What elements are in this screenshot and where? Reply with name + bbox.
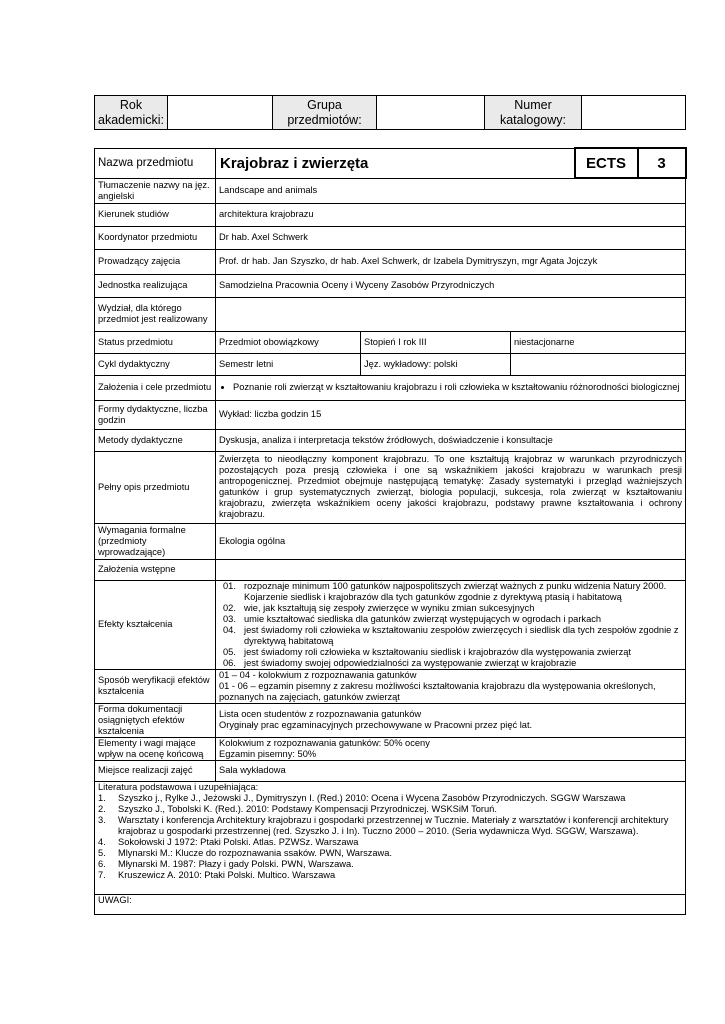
course-name-label: Nazwa przedmiotu [95, 148, 216, 178]
forma-dokumentacji-label: Forma dokumentacji osiągniętych efektów kształcenia [95, 703, 216, 737]
ects-label: ECTS [575, 148, 638, 178]
efekt-item: 02. wie, jak kształtują się zespoły zwierzęce w wyniku zmian sukcesyjnych [223, 602, 535, 613]
efekt-item: 04. jest świadomy roli człowieka w kształtowaniu zespołów zwierzęcych i siedlisk dla tych zespołów zgodnie z dyrektywą habitatową [223, 624, 679, 646]
literatura-cell [95, 781, 686, 894]
forma-dokumentacji-value [216, 703, 686, 737]
numer-katalogowy-label: Numer katalogowy: [485, 96, 582, 130]
literatura-item: 2. Szyszko J., Tobolski K. (Red.). 2010: Podstawy Kompensacji Przyrodniczej. WSKSiM Toruń. [98, 803, 497, 814]
efekt-item: 05. jest świadomy roli człowieka w kształtowaniu siedlisk i krajobrazów dla występowania zwierząt [223, 646, 632, 657]
literatura-label: Literatura podstawowa i uzupełniająca: [98, 781, 259, 792]
rok-akademicki-field [168, 96, 273, 130]
translation-label: Tłumaczenie nazwy na jęz. angielski [95, 178, 216, 203]
forma-studiow-value: niestacjonarne [511, 331, 686, 353]
opis-value: Zwierzęta to nieodłączny komponent krajobrazu. To one kształtują krajobraz w warunkach przyrodniczych pozostających poza presją człowieka i one są wskaźnikiem jakości krajobrazu w warunkach presji antropogenicznej. Przedmiot obejmuje następującą tematykę: Zasady systematyki i przegląd ważniejszych gatunków i grup systematycznych zwierząt, biologia populacji, sukcesja, rola zwierząt w kształtowaniu krajobrazu, zwierzęta wskaźnikiem oceny jakości krajobrazu, podstawy prawne kształtowania i ochrony krajobrazu. [216, 451, 686, 523]
forma-dok-line: Oryginały prac egzaminacyjnych przechowywane w Pracowni przez pięć lat. [219, 720, 533, 730]
efekt-item: 03. umie kształtować siedliska dla gatunków zwierząt występujących w ogrodach i parkach [223, 613, 602, 624]
cykl-value: Semestr letni [216, 353, 361, 375]
numer-katalogowy-field [582, 96, 686, 130]
status-value: Przedmiot obowiązkowy [216, 331, 361, 353]
zalozenia-wstepne-value [216, 559, 686, 580]
sposob-label: Sposób weryfikacji efektów kształcenia [95, 669, 216, 703]
elementy-value [216, 737, 686, 760]
zalozenia-value [216, 375, 686, 400]
course-card-table [94, 147, 687, 915]
jednostka-value: Samodzielna Pracownia Oceny i Wyceny Zasobów Przyrodniczych [216, 274, 686, 297]
course-name-value: Krajobraz i zwierzęta [216, 148, 575, 178]
literatura-item: 4. Sokołowski J 1972: Ptaki Polski. Atlas. PZWSz. Warszawa [98, 836, 359, 847]
metody-label: Metody dydaktyczne [95, 429, 216, 451]
literatura-item: 7. Kruszewicz A. 2010: Ptaki Polski. Multico. Warszawa [98, 869, 336, 880]
uwagi-label: UWAGI: [98, 894, 132, 905]
cykl-label: Cykl dydaktyczny [95, 353, 216, 375]
literatura-item: 5. Mlynarski M.: Klucze do rozpoznawania ssaków. PWN, Warszawa. [98, 847, 393, 858]
ects-value: 3 [638, 148, 686, 178]
miejsce-label: Miejsce realizacji zajęć [95, 760, 216, 781]
translation-value: Landscape and animals [216, 178, 686, 203]
grupa-przedmiotow-label: Grupa przedmiotów: [273, 96, 377, 130]
grupa-przedmiotow-field [377, 96, 485, 130]
elementy-label: Elementy i wagi mające wpływ na ocenę końcową [95, 737, 216, 760]
elementy-line: Kolokwium z rozpoznawania gatunków: 50% oceny [219, 737, 430, 748]
literatura-item: 1. Szyszko j., Rylke J., Jeżowski J., Dymitryszyn I. (Red.) 2010: Ocena i Wycena Zasobów Przyrodniczych. SGGW Warszawa [98, 792, 626, 803]
koordynator-value: Dr hab. Axel Schwerk [216, 226, 686, 249]
literatura-item: 3. Warsztaty i konferencja Architektury krajobrazu i gospodarki przestrzennej w Tucznie. Materiały z warsztatów i konferencji architektury krajobraz u gospodarki przestrzennej (red. Szyszko J. i In). Tuczno 2000 – 2010. (Seria wydawnicza Wyd. SGGW, Warszawa). [98, 814, 669, 836]
stopien-value: Stopień I rok III [361, 331, 511, 353]
header-table [94, 95, 686, 130]
status-label: Status przedmiotu [95, 331, 216, 353]
formy-value: Wykład: liczba godzin 15 [216, 400, 686, 429]
metody-value: Dyskusja, analiza i interpretacja tekstów źródłowych, doświadczenie i konsultacje [216, 429, 686, 451]
koordynator-label: Koordynator przedmiotu [95, 226, 216, 249]
zalozenia-label: Założenia i cele przedmiotu [95, 375, 216, 400]
zalozenia-bullet: • Poznanie roli zwierząt w kształtowaniu krajobrazu i roli człowieka w kształtowaniu różnorodności biologicznej [233, 382, 682, 393]
formy-label: Formy dydaktyczne, liczba godzin [95, 400, 216, 429]
wymagania-label: Wymagania formalne (przedmioty wprowadzające) [95, 523, 216, 559]
sposob-line: 01 – 04 - kolokwium z rozpoznawania gatunków [219, 669, 417, 680]
kierunek-value: architektura krajobrazu [216, 203, 686, 226]
jednostka-label: Jednostka realizująca [95, 274, 216, 297]
sposob-line: 01 - 06 – egzamin pisemny z zakresu możliwości kształtowania krajobrazu dla występowania określonych, poznanych na zajęciach, gatunków zwierząt [219, 680, 656, 702]
kierunek-label: Kierunek studiów [95, 203, 216, 226]
wydzial-value [216, 297, 686, 331]
prowadzacy-value: Prof. dr hab. Jan Szyszko, dr hab. Axel Schwerk, dr Izabela Dymitryszyn, mgr Agata Jojczyk [216, 249, 686, 274]
literatura-item: 6. Młynarski M. 1987: Płazy i gady Polski. PWN, Warszawa. [98, 858, 354, 869]
opis-label: Pełny opis przedmiotu [95, 451, 216, 523]
elementy-line: Egzamin pisemny: 50% [219, 748, 317, 759]
sposob-value [216, 669, 686, 703]
wymagania-value: Ekologia ogólna [216, 523, 686, 559]
prowadzacy-label: Prowadzący zajęcia [95, 249, 216, 274]
efekt-item: 01. rozpoznaje minimum 100 gatunków najpospolitszych zwierząt ważnych z punku widzenia Natury 2000. Kojarzenie siedlisk i krajobrazów dla tych gatunków zgodnie z dyrektywą ptasią i habitatową [223, 580, 667, 602]
zalozenia-wstepne-label: Założenia wstępne [95, 559, 216, 580]
rok-akademicki-label: Rok akademicki: [95, 96, 168, 130]
miejsce-value: Sala wykładowa [216, 760, 686, 781]
cykl-empty [511, 353, 686, 375]
efekty-value [216, 580, 686, 669]
jezyk-value: Jęz. wykładowy: polski [361, 353, 511, 375]
efekty-label: Efekty kształcenia [95, 580, 216, 669]
uwagi-cell [95, 894, 686, 914]
wydzial-label: Wydział, dla którego przedmiot jest realizowany [95, 297, 216, 331]
efekt-item: 06. jest świadomy swojej odpowiedzialności za występowanie zwierząt w krajobrazie [223, 657, 577, 668]
forma-dok-line: Lista ocen studentów z rozpoznawania gatunków [219, 709, 422, 719]
